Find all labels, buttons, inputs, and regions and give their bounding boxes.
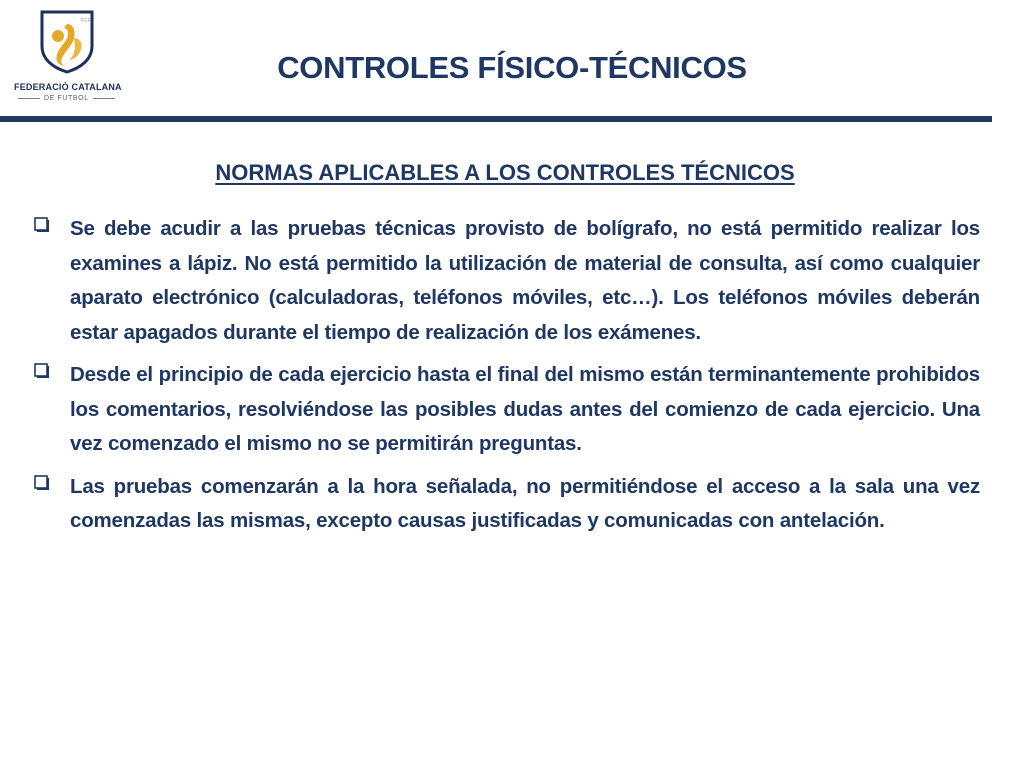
rule-text: Las pruebas comenzarán a la hora señalada, no permitiéndose el acceso a la sala una vez comenzadas las mismas, excepto causas justificadas y comunicadas con antelación. (70, 474, 980, 532)
rule-text: Se debe acudir a las pruebas técnicas provisto de bolígrafo, no está permitido realizar los examines a lápiz. No está permitido la utilización de material de consulta, así como cualquier aparato electrónico (calculadoras, teléfonos móviles, etc…). Los teléfonos móviles deberán estar apagados durante el tiempo de realización de los exámenes. (70, 217, 980, 344)
logo-org-subtitle: DE FUTBOL (14, 95, 118, 102)
checkbox-icon (34, 217, 50, 233)
list-item (34, 470, 980, 539)
checkbox-icon (34, 363, 50, 379)
logo-monogram: FCF (81, 18, 91, 24)
list-item (34, 212, 980, 350)
list-item (34, 358, 980, 462)
title-divider (0, 116, 992, 122)
rule-text: Desde el principio de cada ejercicio hasta el final del mismo están terminantemente prohibidos los comentarios, resolviéndose las posibles dudas antes del comienzo de cada ejercicio. Una vez comenzado el mismo no se permitirán preguntas. (70, 363, 980, 455)
logo-org-name: FEDERACIÓ CATALANA (14, 82, 122, 92)
checkbox-icon (34, 475, 50, 491)
section-heading: NORMAS APLICABLES A LOS CONTROLES TÉCNICOS (215, 160, 795, 185)
page-title: CONTROLES FÍSICO-TÉCNICOS (277, 50, 747, 85)
rules-list (34, 212, 980, 547)
